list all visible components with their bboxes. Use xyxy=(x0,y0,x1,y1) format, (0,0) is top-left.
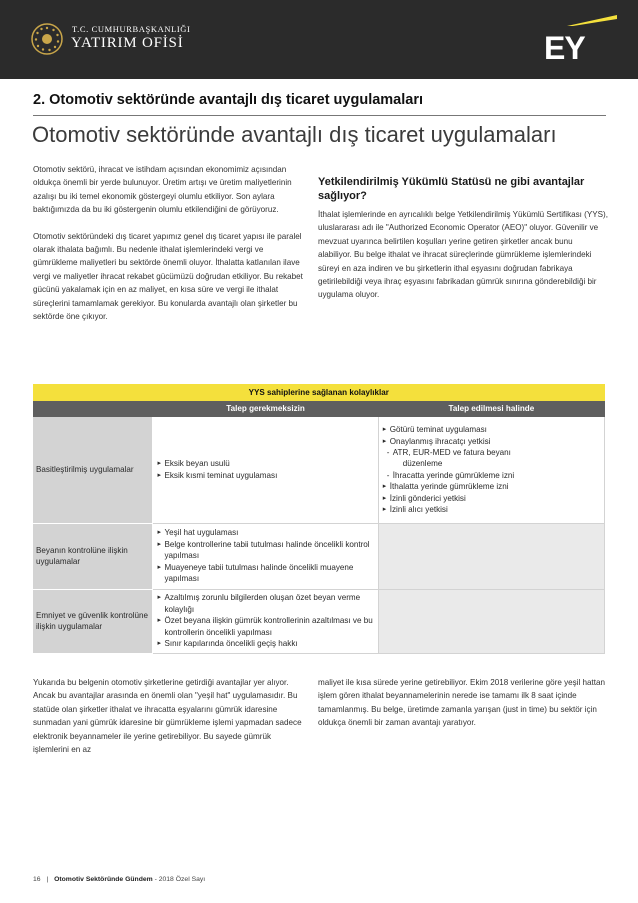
table-row xyxy=(33,589,605,653)
table-header-cell: Talep edilmesi halinde xyxy=(378,401,604,417)
cell-no-request xyxy=(153,589,378,653)
section-title: 2. Otomotiv sektöründe avantajlı dış ticaret uygulamaları xyxy=(33,92,424,108)
cell-on-request xyxy=(378,417,604,523)
cell-on-request xyxy=(378,523,604,589)
title-divider xyxy=(33,115,606,116)
row-label: Beyanın kontrolüne ilişkin uygulamalar xyxy=(33,523,153,589)
ey-beam-icon xyxy=(567,15,617,26)
sidebar-heading: Yetkilendirilmiş Yükümlü Statüsü ne gibi avantajlar sağlıyor? xyxy=(318,176,585,202)
page-header xyxy=(0,0,638,79)
left-column xyxy=(33,163,303,336)
org-name: YATIRIM OFİSİ xyxy=(71,35,184,51)
yys-benefits-table xyxy=(33,384,605,654)
list-item: ▸ Götürü teminat uygulaması xyxy=(383,424,600,435)
list-item: ▸ İzinli alıcı yetkisi xyxy=(383,504,600,515)
main-title: Otomotiv sektöründe avantajlı dış ticaret uygulamaları xyxy=(32,122,557,147)
list-item: - İhracatta yerinde gümrükleme izni xyxy=(383,470,600,481)
org-top-line: T.C. CUMHURBAŞKANLIĞI xyxy=(72,24,191,34)
paragraph: Yukarıda bu belgenin otomotiv şirketlerine getirdiği avantajlar yer alıyor. Ancak bu avantajlar arasında en önemli olan "yeşil hat" uygulamasıdır. Bu statüde olan şirketler ithalat ve ihracatta eşyalarını gümrük idaresine sunmadan yani gümrük idaresine bir gümrükleme işlemi yapmadan sadece elektronik beyannameler ile yerine getirebiliyor. Bu sayede gümrük işlemlerini en az xyxy=(33,678,302,755)
page-footer xyxy=(33,876,205,883)
paragraph: Otomotiv sektöründeki dış ticaret yapımız genel dış ticaret yapısı ile paralel olarak ithalata bağımlı. Bu nedenle ithalat işlemlerindeki vergi ve gümrükleme maliyetleri bu sektörde önemli oluyor. İthalatta katlanılan ilave vergi ve maliyetler ihracat rekabet gücümüzü doğrudan etkiliyor. Bu rekabet gücünü yakalamak için en az maliyet, en kısa süre ve vergi ile ithalat süreçlerini tamamlamak gerekiyor. Bu konularda avantajlı olan şirketler bu sektörde öne çıkıyor. xyxy=(33,231,303,322)
publication-name: Otomotiv Sektöründe Gündem xyxy=(54,876,153,883)
table-row xyxy=(33,523,605,589)
right-column xyxy=(318,176,608,315)
page-number: 16 xyxy=(33,876,41,883)
bottom-left-column xyxy=(33,676,303,769)
row-label: Emniyet ve güvenlik kontrolüne ilişkin uygulamalar xyxy=(33,589,153,653)
bottom-right-column xyxy=(318,676,608,743)
table-header-row xyxy=(33,401,605,417)
list-item: ▸ Sınır kapılarında öncelikli geçiş hakkı xyxy=(157,638,373,649)
list-item: ▸ Belge kontrollerine tabii tutulması halinde öncelikli kontrol yapılması xyxy=(157,539,373,562)
row-label: Basitleştirilmiş uygulamalar xyxy=(33,417,153,523)
footer-separator: | xyxy=(46,876,49,883)
list-item: ▸ Eksik beyan usulü xyxy=(157,458,373,469)
paragraph: İthalat işlemlerinde en ayrıcalıklı belge Yetkilendirilmiş Yükümlü Sertifikası (YYS), uluslararası adı ile "Authorized Economic Operator (AEO)" oluyor. Güvenilir ve mevzuat uyarınca belirtilen koşulları yerine getiren şirketler ancak bunu alabiliyor. Bu belge ithalat ve ihracat süreçlerinde gümrükleme işlemlerindeki süreyi en aza indiren ve bu şirketlerin ithal eşyasını doğrudan fabrikaya getirilebildiği veya ihraç eşyasını fabrikadan gümrük sınırına gönderebildiği bir uygulama oluyor. xyxy=(318,210,609,300)
cell-no-request xyxy=(153,523,378,589)
list-item: ▸ Onaylanmış ihracatçı yetkisi xyxy=(383,436,600,447)
list-item: - ATR, EUR-MED ve fatura beyanı xyxy=(383,447,600,458)
table-title: YYS sahiplerine sağlanan kolaylıklar xyxy=(33,384,605,401)
presidential-seal-icon xyxy=(30,22,64,56)
list-item: ▸ Özet beyana ilişkin gümrük kontrollerinin azaltılması ve bu kontrollerin öncelikli yapılması xyxy=(157,615,373,638)
list-item: ▸ Muayeneye tabii tutulması halinde öncelikli muayene yapılması xyxy=(157,562,373,585)
cell-no-request xyxy=(153,417,378,523)
list-item: ▸ Azaltılmış zorunlu bilgilerden oluşan özet beyan verme kolaylığı xyxy=(157,592,373,615)
table-header-cell: Talep gerekmeksizin xyxy=(153,401,378,417)
list-item: ▸ Yeşil hat uygulaması xyxy=(157,527,373,538)
paragraph: Otomotiv sektörü, ihracat ve istihdam açısından ekonomimiz açısından oldukça önemli bir yerde bulunuyor. Üretim artışı ve üretim maliyetlerinin azalışı bu iki temel ekonomik göstergeyi olumlu etkiliyor. Son aylara baktığımızda da bu iki göstergenin olumlu etkilendiğini de görüyoruz. xyxy=(33,165,292,215)
paragraph: maliyet ile kısa sürede yerine getirebiliyor. Ekim 2018 verilerine göre yeşil hattan işlem gören ithalat beyannamelerinin nerede ise tamamı ilk 8 saat içinde tamamlanmış. Bu belge, üretimde zamanla yarışan (just in time) bu sektör için oldukça önemli bir zaman avantajı yaratıyor. xyxy=(318,678,606,728)
cell-on-request xyxy=(378,589,604,653)
edition-label: - 2018 Özel Sayı xyxy=(154,876,206,883)
table-header-cell xyxy=(33,401,153,417)
list-item: ▸ İzinli gönderici yetkisi xyxy=(383,493,600,504)
list-item: düzenleme xyxy=(402,459,443,469)
list-item: ▸ İthalatta yerinde gümrükleme izni xyxy=(383,481,600,492)
table-row xyxy=(33,417,605,523)
ey-logo: EY xyxy=(544,30,585,66)
list-item: ▸ Eksik kısmi teminat uygulaması xyxy=(157,470,373,481)
